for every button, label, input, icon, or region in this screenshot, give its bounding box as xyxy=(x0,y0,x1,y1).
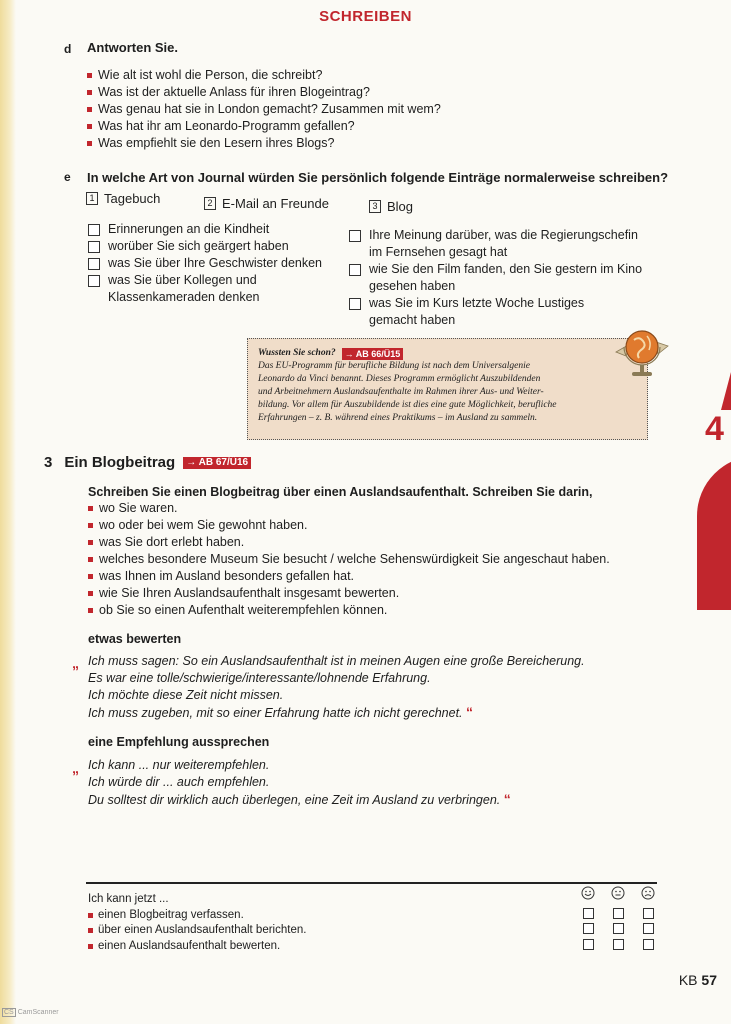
chapter-side-tab xyxy=(697,372,731,610)
chapter-tab-shape xyxy=(697,456,731,610)
phrase-line: Ich kann ... nur weiterempfehlen. xyxy=(88,758,270,772)
bullet-square-icon xyxy=(88,928,93,933)
checkbox[interactable] xyxy=(349,298,361,310)
section-number: 3 xyxy=(44,454,53,471)
checkbox[interactable] xyxy=(613,939,624,950)
checkbox[interactable] xyxy=(583,939,594,950)
recommend-phrases xyxy=(88,757,628,809)
section-3-header xyxy=(44,454,251,471)
footer-label: KB xyxy=(678,972,698,988)
quote-close-mark: “ xyxy=(503,791,511,807)
phrase-line: Du solltest dir wirklich auch überlegen, eine Zeit im Ausland zu verbringen. “ xyxy=(88,791,511,807)
list-item: einen Blogbeitrag verfassen. xyxy=(88,908,488,924)
section-heading: Ein Blogbeitrag xyxy=(64,454,176,471)
info-box-line: und Arbeitnehmern Auslandsaufenthalte im Rahmen ihrer Aus- und Weiter- xyxy=(258,387,544,397)
right-checklist xyxy=(349,227,649,329)
bullet-square-icon xyxy=(87,141,92,146)
page-number: 57 xyxy=(701,972,717,988)
checkbox[interactable] xyxy=(643,939,654,950)
sad-face-icon xyxy=(641,886,655,900)
list-item: Was ist der aktuelle Anlass für ihren Blogeintrag? xyxy=(87,84,507,101)
option-blog: 3 Blog xyxy=(369,199,413,214)
checkbox[interactable] xyxy=(88,275,100,287)
checklist-row[interactable]: worüber Sie sich geärgert haben xyxy=(88,238,338,255)
scanner-badge: CS xyxy=(4,1009,14,1016)
quote-open-mark: „ xyxy=(72,760,79,776)
divider xyxy=(86,882,657,884)
checkbox[interactable] xyxy=(583,908,594,919)
checkbox[interactable] xyxy=(349,264,361,276)
scanner-text: CamScanner xyxy=(17,1009,59,1016)
workbook-reference-link[interactable]: → AB 66/Ü15 xyxy=(342,348,404,360)
checkbox[interactable] xyxy=(88,224,100,236)
phrase-line: Ich muss sagen: So ein Auslandsaufenthalt ist in meinen Augen eine große Bereicherung. xyxy=(88,654,585,668)
bullet-square-icon xyxy=(88,574,93,579)
phrase-line: Ich würde dir ... auch empfehlen. xyxy=(88,775,270,789)
list-item: ob Sie so einen Aufenthalt weiterempfehlen können. xyxy=(88,602,648,619)
list-item: einen Auslandsaufenthalt bewerten. xyxy=(88,939,488,955)
self-check-heading: Ich kann jetzt ... xyxy=(88,893,169,905)
bullet-square-icon xyxy=(88,591,93,596)
bullet-square-icon xyxy=(88,540,93,545)
list-item: wo Sie waren. xyxy=(88,500,648,517)
info-box-line: Das EU-Programm für berufliche Bildung ist nach dem Universalgenie xyxy=(258,361,530,371)
chapter-number: 4 xyxy=(705,410,724,448)
checkbox[interactable] xyxy=(643,908,654,919)
list-item: über einen Auslandsaufenthalt berichten. xyxy=(88,923,488,939)
list-item: welches besondere Museum Sie besucht / welche Sehenswürdigkeit Sie angeschaut haben. xyxy=(88,551,648,568)
info-box-line: bildung. Vor allem für Auszubildende ist dies eine gute Möglichkeit, berufliche xyxy=(258,400,557,410)
bullet-square-icon xyxy=(87,90,92,95)
neutral-face-icon xyxy=(611,886,625,900)
info-box-line: Erfahrungen – z. B. während eines Praktikums – im Ausland zu sammeln. xyxy=(258,413,538,423)
self-check-list xyxy=(88,908,488,955)
recommend-subheading: eine Empfehlung aussprechen xyxy=(88,735,270,749)
list-item: wie Sie Ihren Auslandsaufenthalt insgesamt bewerten. xyxy=(88,585,648,602)
bullet-square-icon xyxy=(88,608,93,613)
book-spine-shadow xyxy=(0,0,16,1024)
self-check xyxy=(88,892,488,954)
quote-open-mark: „ xyxy=(72,655,79,671)
workbook-reference-link[interactable]: → AB 67/Ü16 xyxy=(183,457,251,469)
checklist-row-continued: im Fernsehen gesagt hat xyxy=(369,245,508,259)
bullet-square-icon xyxy=(88,913,93,918)
option-tagebuch: 1 Tagebuch xyxy=(86,191,160,206)
bullet-square-icon xyxy=(88,523,93,528)
option-number-box: 1 xyxy=(86,192,98,205)
phrase-line: Ich muss zugeben, mit so einer Erfahrung hatte ich nicht gerechnet. “ xyxy=(88,704,473,720)
bullet-square-icon xyxy=(87,107,92,112)
checklist-row[interactable]: was Sie im Kurs letzte Woche Lustiges xyxy=(349,295,649,312)
option-number-box: 2 xyxy=(204,197,216,210)
checklist-row[interactable]: Erinnerungen an die Kindheit xyxy=(88,221,338,238)
checkbox[interactable] xyxy=(349,230,361,242)
scanner-watermark xyxy=(2,1008,59,1017)
left-checklist xyxy=(88,221,338,306)
info-box-header xyxy=(258,347,637,360)
bullet-square-icon xyxy=(88,506,93,511)
checklist-row-continued: gemacht haben xyxy=(369,313,456,327)
task-e-heading: In welche Art von Journal würden Sie persönlich folgende Einträge normalerweise schreiben? xyxy=(87,170,669,185)
info-box-title: Wussten Sie schon? xyxy=(258,348,336,358)
task-d-heading: Antworten Sie. xyxy=(87,40,179,55)
list-item: was Ihnen im Ausland besonders gefallen hat. xyxy=(88,568,648,585)
phrase-line: Es war eine tolle/schwierige/interessante/lohnende Erfahrung. xyxy=(88,671,431,685)
bullet-square-icon xyxy=(87,73,92,78)
list-item: Wie alt ist wohl die Person, die schreibt? xyxy=(87,67,507,84)
checkbox[interactable] xyxy=(88,258,100,270)
option-email: 2 E-Mail an Freunde xyxy=(204,196,329,211)
option-number-box: 3 xyxy=(369,200,381,213)
task-d-letter: d xyxy=(64,42,72,56)
evaluate-phrases xyxy=(88,653,628,722)
chapter-tab-triangle xyxy=(721,372,731,410)
task-e-letter: e xyxy=(64,170,71,184)
globe-icon xyxy=(612,322,672,380)
happy-face-icon xyxy=(581,886,595,900)
checkbox[interactable] xyxy=(643,923,654,934)
checklist-row[interactable]: Ihre Meinung darüber, was die Regierungschefin xyxy=(349,227,649,244)
bullet-square-icon xyxy=(88,557,93,562)
list-item: Was genau hat sie in London gemacht? Zusammen mit wem? xyxy=(87,101,507,118)
checklist-row[interactable]: wie Sie den Film fanden, den Sie gestern im Kino xyxy=(349,261,649,278)
bullet-square-icon xyxy=(87,124,92,129)
section-3-instruction: Schreiben Sie einen Blogbeitrag über einen Auslandsaufenthalt. Schreiben Sie darin, xyxy=(88,485,593,499)
info-box xyxy=(247,338,648,440)
checklist-row[interactable]: was Sie über Kollegen und xyxy=(88,272,338,289)
info-box-line: Leonardo da Vinci benannt. Dieses Programm ermöglicht Auszubildenden xyxy=(258,374,541,384)
list-item: was Sie dort erlebt haben. xyxy=(88,534,648,551)
checkbox[interactable] xyxy=(583,923,594,934)
phrase-line: Ich möchte diese Zeit nicht missen. xyxy=(88,688,284,702)
bullet-square-icon xyxy=(88,944,93,949)
page-footer xyxy=(679,972,717,988)
list-item: Was hat ihr am Leonardo-Programm gefallen? xyxy=(87,118,507,135)
evaluate-subheading: etwas bewerten xyxy=(88,632,182,646)
section-title: SCHREIBEN xyxy=(319,8,412,25)
list-item: wo oder bei wem Sie gewohnt haben. xyxy=(88,517,648,534)
checkbox[interactable] xyxy=(88,241,100,253)
task-d-question-list xyxy=(87,67,507,152)
quote-close-mark: “ xyxy=(466,704,473,720)
section-3-point-list xyxy=(88,500,648,619)
checkbox[interactable] xyxy=(613,908,624,919)
checkbox[interactable] xyxy=(613,923,624,934)
checklist-row-continued: Klassenkameraden denken xyxy=(108,290,260,304)
checklist-row-continued: gesehen haben xyxy=(369,279,456,293)
list-item: Was empfiehlt sie den Lesern ihres Blogs? xyxy=(87,135,507,152)
checklist-row[interactable]: was Sie über Ihre Geschwister denken xyxy=(88,255,338,272)
